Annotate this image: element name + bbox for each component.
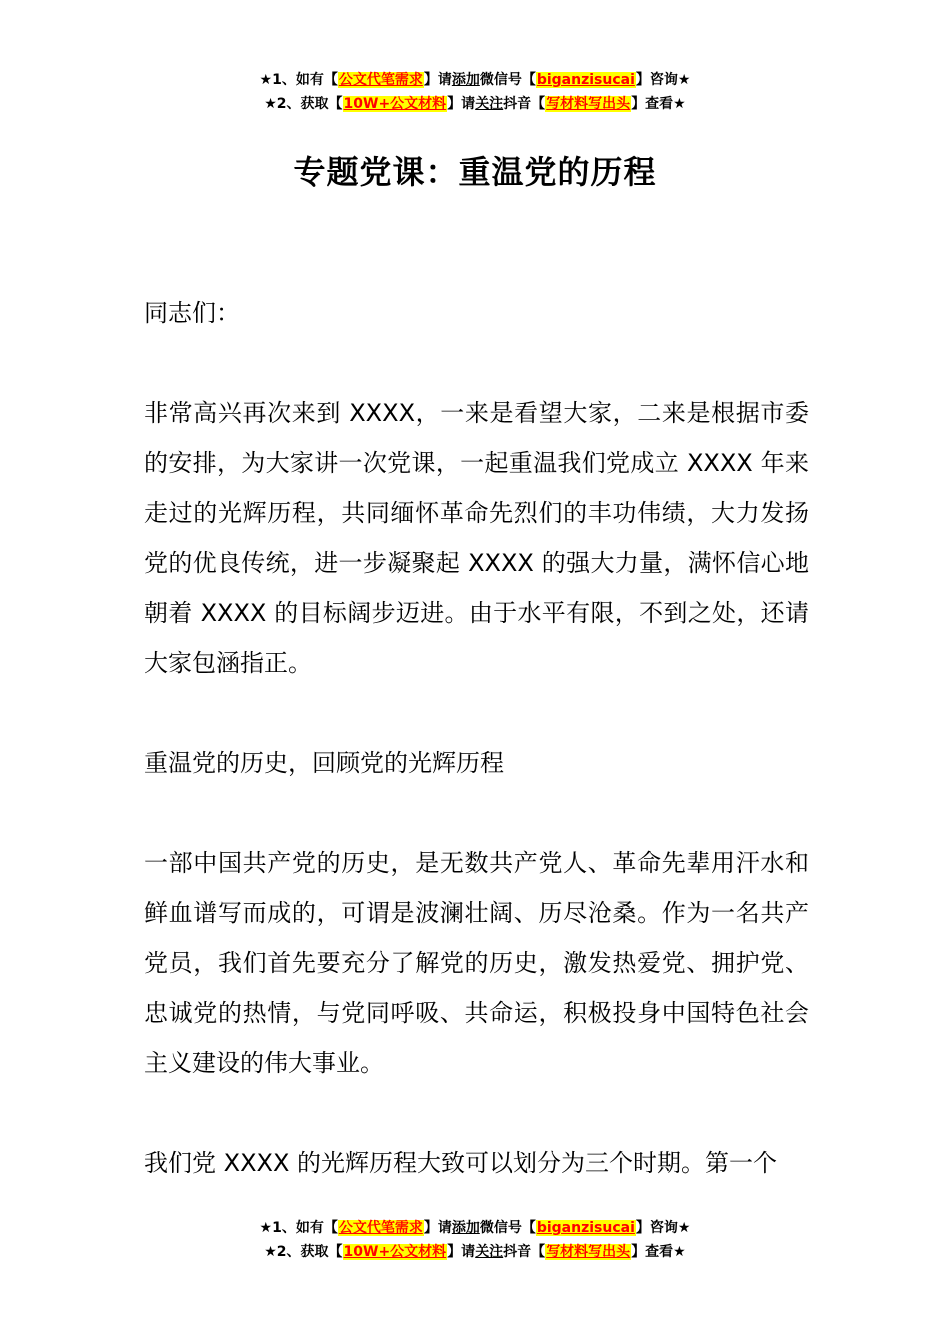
promo-text: 微信号【 [479, 1220, 536, 1236]
promo-highlight-douyin: 写材料写出头 [546, 96, 631, 112]
promo-highlight-service: 公文代笔需求 [338, 1220, 423, 1236]
promo-highlight-materials: 10W+公文材料 [343, 96, 447, 112]
promo-underlined-text: 添加 [451, 1220, 480, 1236]
promo-highlight-service: 公文代笔需求 [338, 72, 423, 88]
promo-banner-bottom [0, 1216, 950, 1264]
promo-underlined-text: 关注 [475, 96, 504, 112]
promo-banner-top [0, 68, 950, 116]
promo-text: 微信号【 [479, 72, 536, 88]
promo-text: 】请 [447, 1244, 476, 1260]
promo-text: 抖音【 [503, 1244, 546, 1260]
document-title: 专题党课：重温党的历程 [293, 153, 657, 191]
promo-line-2 [0, 92, 950, 116]
promo-text: 】查看★ [631, 96, 686, 112]
promo-underlined-text: 关注 [475, 1244, 504, 1260]
salutation: 同志们： [144, 299, 240, 327]
paragraph: 一部中国共产党的历史，是无数共产党人、革命先辈用汗水和鲜血谱写而成的，可谓是波澜壮阔、历尽沧桑。作为一名共产党员，我们首先要充分了解党的历史，激发热爱党、拥护党、忠诚党的热情，与党同呼吸、共命运，积极投身中国特色社会主义建设的伟大事业。 [144, 849, 809, 1077]
promo-line-1 [0, 68, 950, 92]
promo-text: ★1、如有【 [259, 1220, 338, 1236]
promo-highlight-wechat-id: biganzisucai [536, 72, 635, 88]
paragraph-intro: 非常高兴再次来到 XXXX，一来是看望大家，二来是根据市委的安排，为大家讲一次党课，一起重温我们党成立 XXXX 年来走过的光辉历程，共同缅怀革命先烈们的丰功伟绩，大力发扬党的优良传统，进一步凝聚起 XXXX 的强大力量，满怀信心地朝着 XXXX 的目标阔步迈进。由于水平有限，不到之处，还请大家包涵指正。 [144, 399, 809, 677]
promo-underlined-text: 添加 [451, 72, 480, 88]
promo-text: 】查看★ [631, 1244, 686, 1260]
promo-text: ★1、如有【 [259, 72, 338, 88]
promo-text: 】请 [447, 96, 476, 112]
promo-highlight-materials: 10W+公文材料 [343, 1244, 447, 1260]
promo-text: 】请 [423, 1220, 452, 1236]
paragraph: 我们党 XXXX 的光辉历程大致可以划分为三个时期。第一个 [144, 1149, 778, 1177]
section-heading: 重温党的历史，回顾党的光辉历程 [144, 749, 504, 777]
promo-text: 】请 [423, 72, 452, 88]
promo-text: ★2、获取【 [264, 1244, 343, 1260]
promo-text: 】咨询★ [635, 72, 691, 88]
promo-text: ★2、获取【 [264, 96, 343, 112]
document-body [144, 288, 809, 1188]
promo-highlight-douyin: 写材料写出头 [546, 1244, 631, 1260]
promo-line-2 [0, 1240, 950, 1264]
promo-text: 】咨询★ [635, 1220, 691, 1236]
promo-highlight-wechat-id: biganzisucai [536, 1220, 635, 1236]
promo-line-1 [0, 1216, 950, 1240]
promo-text: 抖音【 [503, 96, 546, 112]
